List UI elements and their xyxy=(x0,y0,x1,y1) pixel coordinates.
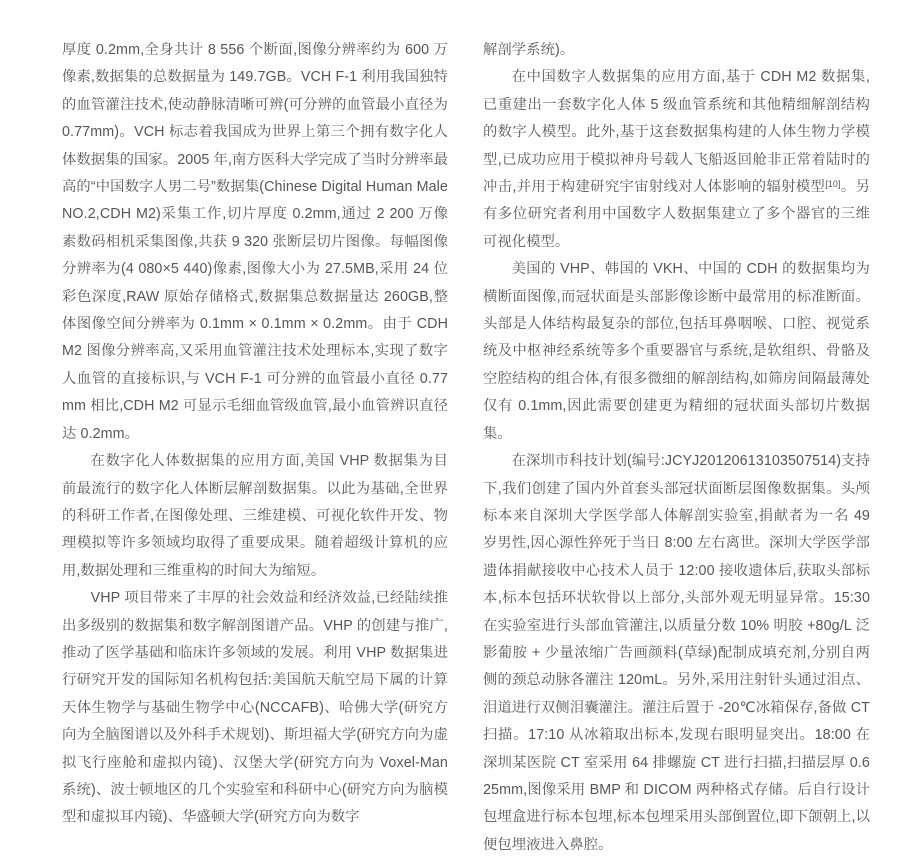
paragraph-text: 在中国数字人数据集的应用方面,基于 CDH M2 数据集,已重建出一套数字化人体 5 级血管系统和其他精细解剖结构的数字人模型。此外,基于这套数据集构建的人体生物力学模型,已成功应用于模拟神舟号载人飞船返回舱非正常着陆时的冲击,并用于构建研究宇宙射线对人体影响的辐射模型 xyxy=(483,69,870,196)
citation-reference: [10] xyxy=(825,178,841,189)
paragraph: VHP 项目带来了丰厚的社会效益和经济效益,已经陆续推出多级别的数据集和数字解剖图谱产品。VHP 的创建与推广,推动了医学基础和临床许多领域的发展。利用 VHP 数据集进行研究开发的国际知名机构包括:美国航天航空局下属的计算天体生物学与基础生物学中心(NCCAFB)、哈佛大学(研究方向为全脑图谱以及外科手术规划)、斯坦福大学(研究方向为虚拟飞行座舱和虚拟内镜)、汉堡大学(研究方向为 Voxel-Man 系统)、波士顿地区的几个实验室和科研中心(研究方向为脑模型和虚拟耳内镜)、华盛顿大学(研究方向为数字 xyxy=(62,590,448,826)
paragraph: 在数字化人体数据集的应用方面,美国 VHP 数据集为目前最流行的数字化人体断层解剖数据集。以此为基础,全世界的科研工作者,在图像处理、三维建模、可视化软件开发、物理模拟等许多领域均取得了重要成果。随着超级计算机的应用,数据处理和三维重构的时间大为缩短。 xyxy=(62,453,448,579)
paragraph-with-citation xyxy=(483,64,870,256)
paragraph-continuation: 厚度 0.2mm,全身共计 8 556 个断面,图像分辨率约为 600 万像素,数据集的总数据量为 149.7GB。VCH F-1 利用我国独特的血管灌注技术,使动静脉清晰可辨(可分辨的血管最小直径为 0.77mm)。VCH 标志着我国成为世界上第三个拥有数字化人体数据集的国家。2005 年,南方医科大学完成了当时分辨率最高的“中国数字人男二号”数据集(Chinese Digital Human Male NO.2,CDH M2)采集工作,切片厚度 0.2mm,通过 2 200 万像素数码相机采集图像,共获 9 320 张断层切片图像。每幅图像分辨率为(4 080×5 440)像素,图像大小为 27.5MB,采用 24 位彩色深度,RAW 原始存储格式,数据集总数据量达 260GB,整体图像空间分辨率为 0.1mm × 0.1mm × 0.2mm。由于 CDH M2 图像分辨率高,又采用血管灌注技术处理标本,实现了数字人血管的直接标识,与 VCH F-1 可分辨的血管最小直径 0.77mm 相比,CDH M2 可显示毛细血管级血管,最小血管辨识直径达 0.2mm。 xyxy=(62,42,448,442)
two-column-layout xyxy=(62,37,872,859)
paragraph-continuation: 解剖学系统)。 xyxy=(483,42,575,58)
right-column xyxy=(483,37,870,859)
paragraph: 在深圳市科技计划(编号:JCYJ20120613103507514)支持下,我们创建了国内外首套头部冠状面断层图像数据集。头颅标本来自深圳大学医学部人体解剖实验室,捐献者为一名 49 岁男性,因心源性猝死于当日 8:00 左右离世。深圳大学医学部遗体捐献接收中心技术人员于 12:00 接收遗体后,获取头部标本,标本包括环状软骨以上部分,头部外观无明显异常。15:30 在实验室进行头部血管灌注,以质量分数 10% 明胶 +80g/L 泛影葡胺 + 少量浓缩广告画颜料(草绿)配制成填充剂,分别自两侧的颈总动脉各灌注 120mL。另外,采用注射针头通过泪点、泪道进行双侧泪囊灌注。灌注后置于 -20℃冰箱保存,备做 CT 扫描。17:10 从冰箱取出标本,发现右眼明显突出。18:00 在深圳某医院 CT 室采用 64 排螺旋 CT 进行扫描,扫描层厚 0.625mm,图像采用 BMP 和 DICOM 两种格式存储。后自行设计包埋盒进行标本包埋,标本包埋采用头部倒置位,即下颌朝上,以便包埋液进入鼻腔。 xyxy=(483,453,870,853)
left-column xyxy=(62,37,448,859)
paragraph: 美国的 VHP、韩国的 VKH、中国的 CDH 的数据集均为横断面图像,而冠状面是头部影像诊断中最常用的标准断面。头部是人体结构最复杂的部位,包括耳鼻咽喉、口腔、视觉系统及中枢神经系统等多个重要器官与系统,是软组织、骨骼及空腔结构的组合体,有很多微细的解剖结构,如筛房间隔最薄处仅有 0.1mm,因此需要创建更为精细的冠状面头部切片数据集。 xyxy=(483,261,870,442)
paragraph-text: 。另有多位研究者利用中国数字人数据集建立了多个器官的三维可视化模型。 xyxy=(483,179,871,250)
